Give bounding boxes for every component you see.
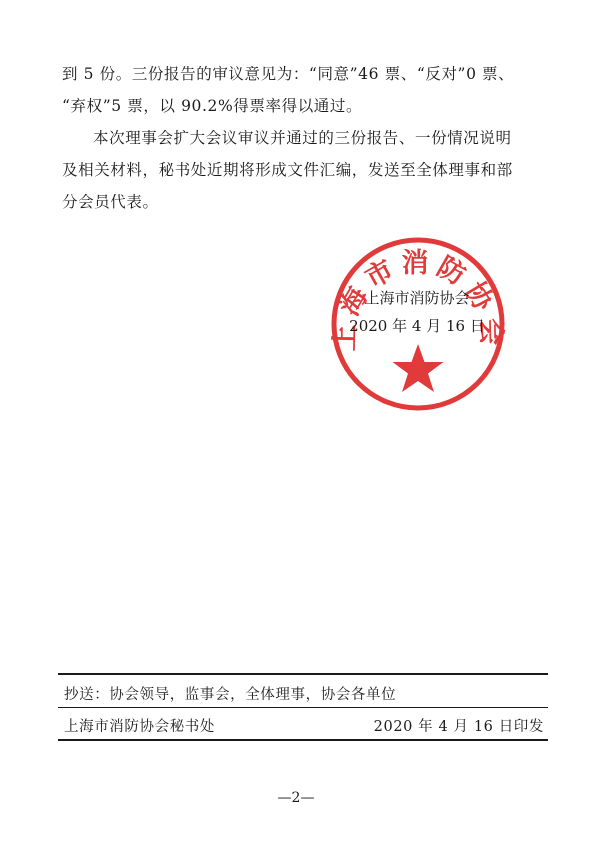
page-number: —2— <box>277 790 315 806</box>
signature-date: 2020 年 4 月 16 日 <box>349 317 485 335</box>
paragraph-line: 及相关材料，秘书处近期将形成文件汇编，发送至全体理事和部 <box>62 161 513 179</box>
footer-top-rule <box>58 673 548 675</box>
issuer: 上海市消防协会秘书处 <box>64 719 215 735</box>
footer-middle-rule <box>58 707 548 708</box>
signature-organization: 上海市消防协会 <box>364 289 470 307</box>
paragraph-line: 分会员代表。 <box>62 193 159 211</box>
paragraph-line: 到 5 份。三份报告的审议意见为：“同意”46 票、“反对”0 票、 <box>62 65 515 83</box>
issue-date: 2020 年 4 月 16 日印发 <box>373 719 544 735</box>
cc-line: 抄送：协会领导，监事会，全体理事，协会各单位 <box>64 687 397 703</box>
seal-text: 上海市消防协会 <box>329 248 507 352</box>
body-paragraph-2 <box>62 122 562 218</box>
signature-block <box>322 284 512 340</box>
paragraph-line: “弃权”5 票，以 90.2%得票率得以通过。 <box>62 97 363 115</box>
star-icon <box>393 344 444 392</box>
footer-bottom-rule <box>58 739 548 741</box>
paragraph-line: 本次理事会扩大会议审议并通过的三份报告、一份情况说明 <box>93 129 512 147</box>
body-paragraph-1 <box>62 58 562 122</box>
